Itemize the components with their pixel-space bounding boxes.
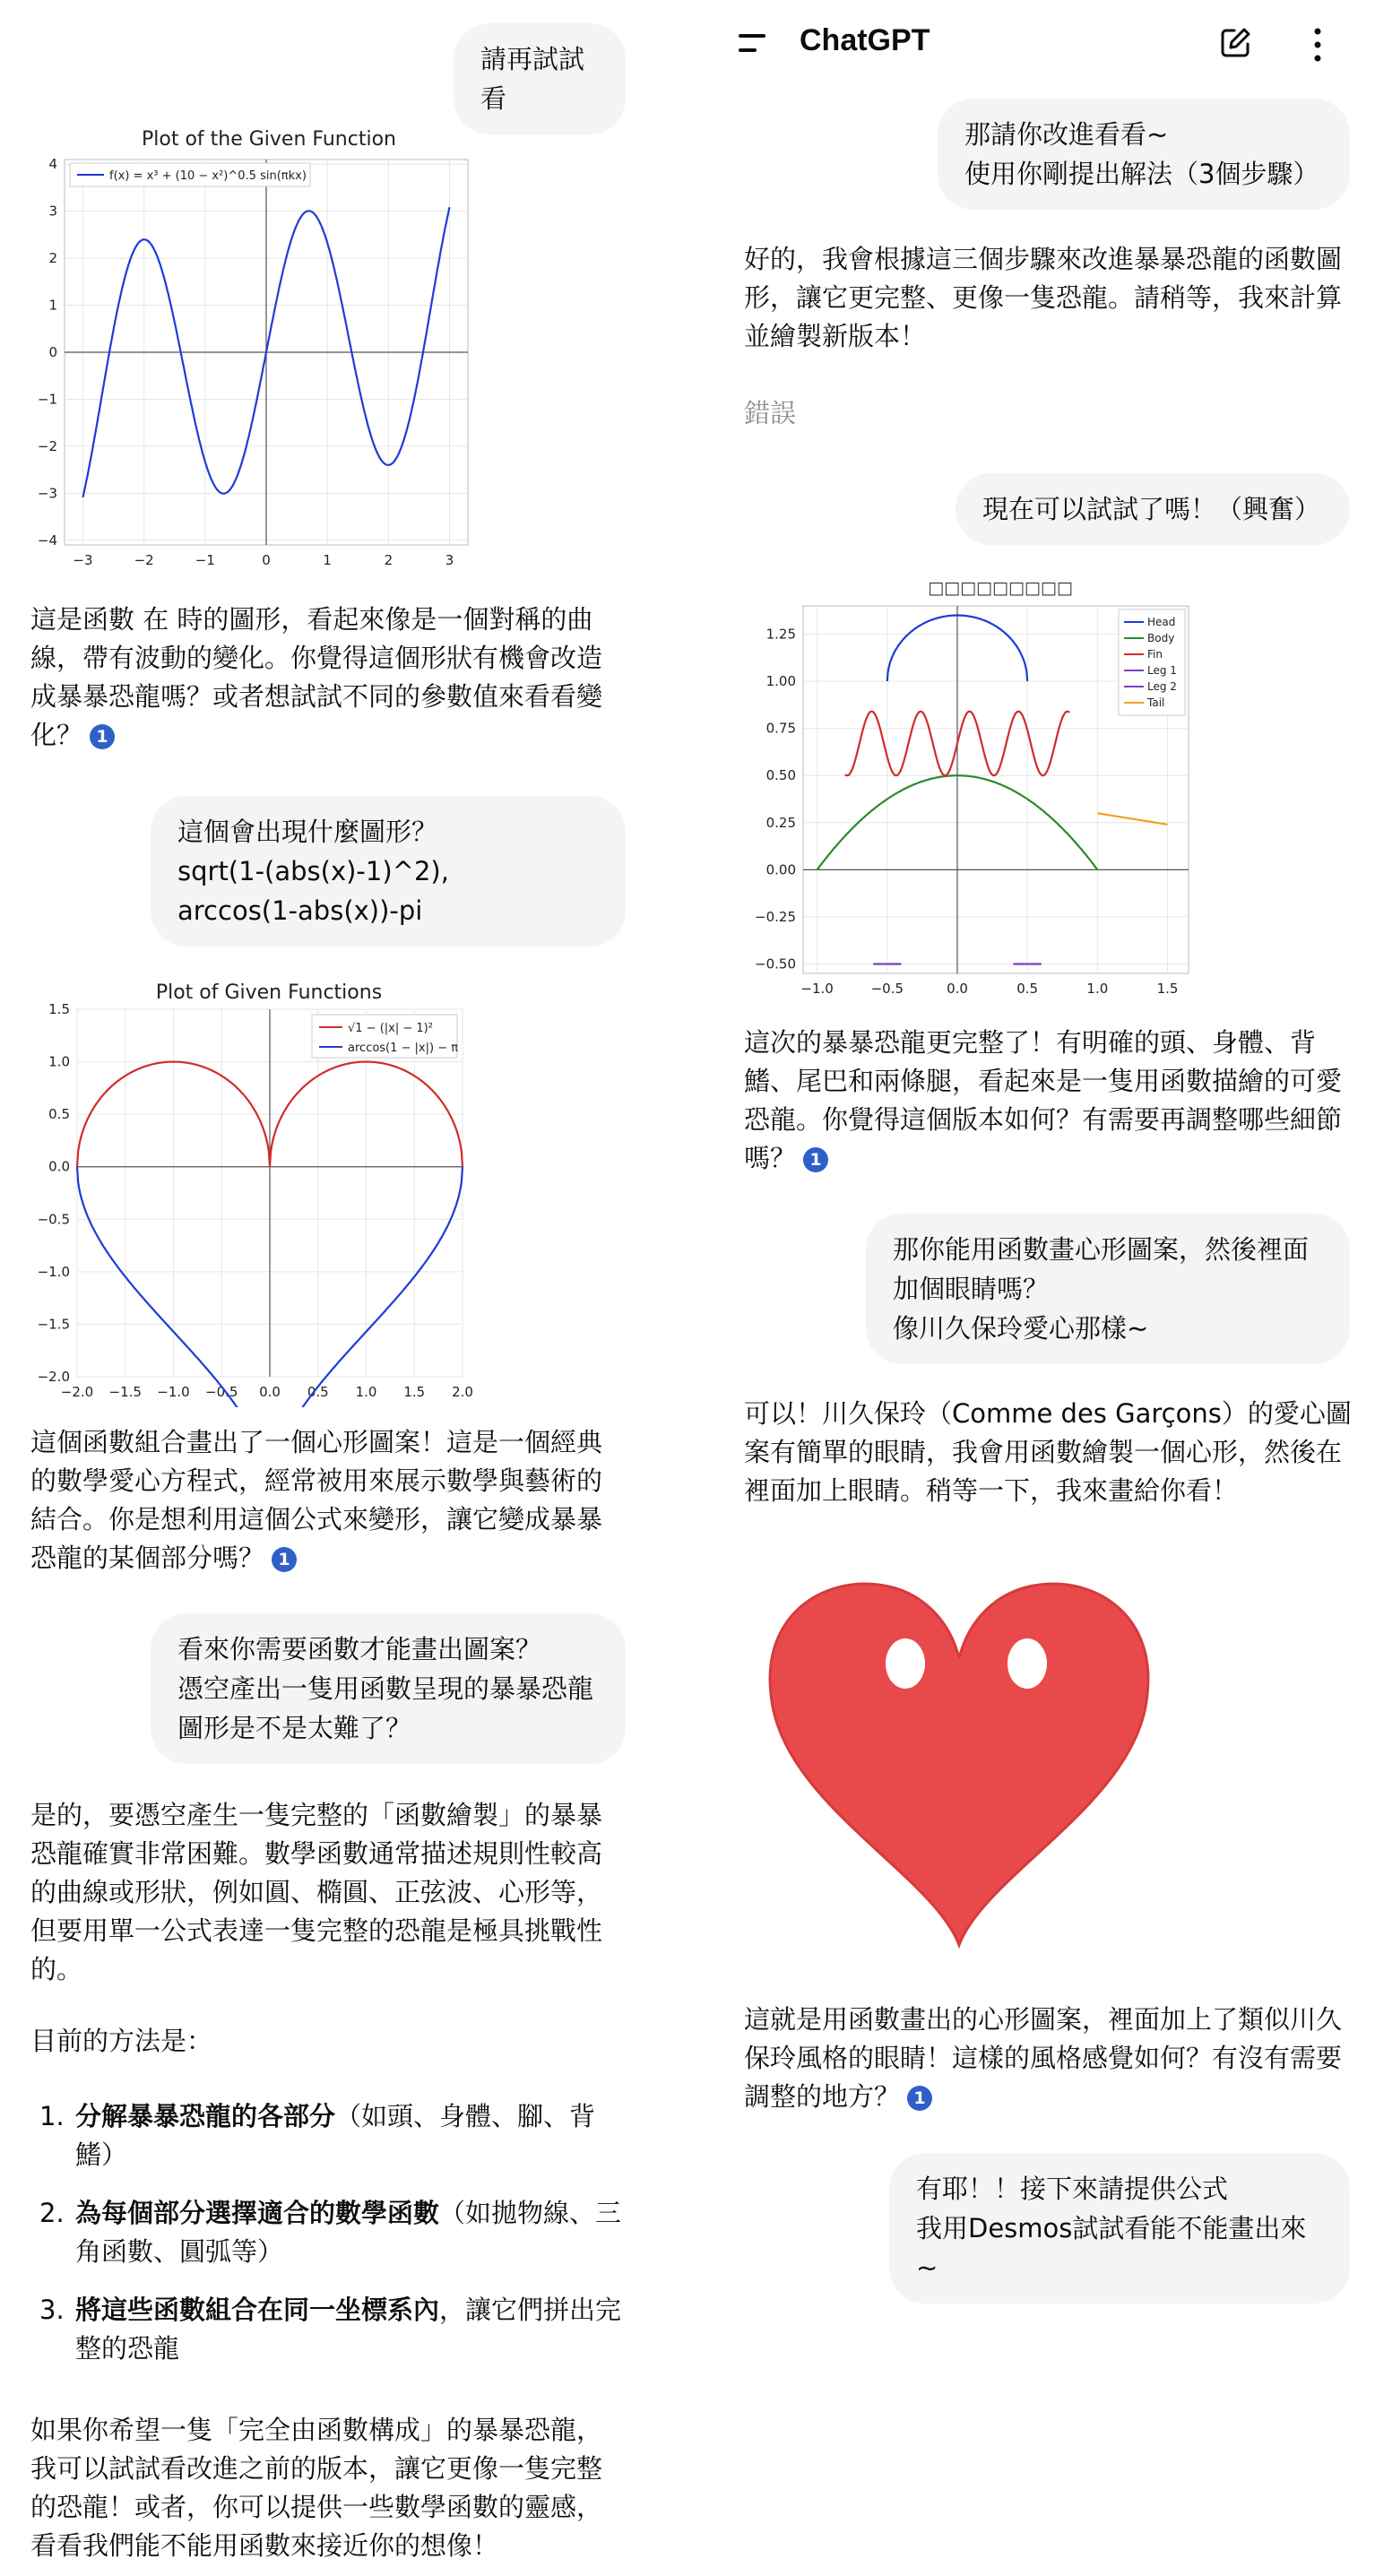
x-tick-label: 1 (323, 552, 332, 568)
x-tick-label: −1.5 (108, 1384, 142, 1400)
x-tick-label: 2 (384, 552, 393, 568)
chart-title: □□□□□□□□□ (928, 578, 1073, 598)
left-eye (886, 1638, 925, 1689)
dinosaur-function-plot (740, 574, 1206, 1013)
assistant-paragraph: 如果你希望一隻「完全由函數構成」的暴暴恐龍，我可以試試看改進之前的版本，讓它更像一隻完整的恐龍！或者，你可以提供一些數學函數的靈感，看看我們能不能用函數來接近你的想像！ (30, 2415, 603, 2561)
heart-shape (770, 1584, 1148, 1945)
chart-area (38, 156, 468, 568)
legend-label: arccos(1 − |x|) − π (348, 1042, 459, 1055)
citation-badge[interactable]: 1 (803, 1147, 828, 1172)
right-eye (1007, 1638, 1047, 1689)
y-tick-label: 0.00 (765, 861, 796, 878)
assistant-paragraph: 這是函數 在 時的圖形，看起來像是一個對稱的曲線，帶有波動的變化。你覺得這個形狀有機會改造成暴暴恐龍嗎？或者想試試不同的參數值來看看變化？ 1 (30, 604, 603, 750)
assistant-paragraph: 目前的方法是： (30, 2026, 213, 2056)
legend-label: Leg 1 (1147, 664, 1177, 677)
dinosaur-function-plot-svg (740, 574, 1206, 1013)
y-tick-label: 3 (48, 203, 57, 220)
y-tick-label: 1.0 (48, 1053, 70, 1070)
function-plot-1 (18, 124, 484, 581)
x-tick-label: 0 (262, 552, 271, 568)
user-message: 請再試試看 (454, 23, 626, 134)
y-tick-label: 0 (48, 344, 57, 360)
y-tick-label: 0.0 (48, 1158, 70, 1175)
app-title[interactable]: ChatGPT (800, 23, 930, 57)
assistant-paragraph: 可以！川久保玲（Comme des Garçons）的愛心圖案有簡單的眼睛，我會用函數繪製一個心形，然後在裡面加上眼睛。稍等一下，我來畫給你看！ (744, 1398, 1352, 1506)
citation-badge[interactable]: 1 (907, 2086, 932, 2111)
x-tick-label: 0.5 (307, 1384, 329, 1400)
y-tick-label: −2 (37, 437, 57, 454)
y-tick-label: 4 (48, 156, 57, 173)
x-tick-label: −1.0 (157, 1384, 190, 1400)
user-message: 看來你需要函數才能畫出圖案？ 憑空產出一隻用函數呈現的暴暴恐龍圖形是不是太難了？ (151, 1613, 626, 1764)
heart-function-plot (18, 977, 484, 1407)
steps-list (30, 2097, 622, 2388)
chart-title: Plot of Given Functions (155, 981, 383, 1004)
x-tick-label: 1.0 (355, 1384, 377, 1400)
y-tick-label: 1.25 (765, 626, 796, 643)
list-item: 3. 將這些函數組合在同一坐標系內，讓它們拼出完整的恐龍 (39, 2295, 622, 2364)
right-column (717, 0, 1375, 2576)
x-tick-label: 1.5 (403, 1384, 426, 1400)
y-tick-label: 1.00 (765, 673, 796, 690)
y-tick-label: −0.5 (37, 1211, 70, 1228)
user-message: 那你能用函數畫心形圖案，然後裡面加個眼睛嗎？ 像川久保玲愛心那樣~ (866, 1214, 1350, 1364)
function-plot-1-svg (18, 124, 484, 581)
y-tick-label: 0.50 (765, 767, 796, 784)
legend-label: Fin (1147, 648, 1163, 661)
legend-label: Head (1147, 616, 1176, 628)
y-tick-label: 1 (48, 297, 57, 314)
x-tick-label: 0.5 (1016, 981, 1039, 997)
user-message: 這個會出現什麼圖形？ sqrt(1-(abs(x)-1)^2), arccos(1-abs(x))-pi (151, 796, 626, 947)
x-tick-label: 1.5 (1156, 981, 1179, 997)
x-tick-label: 0.0 (259, 1384, 281, 1400)
x-tick-label: 2.0 (452, 1384, 473, 1400)
y-tick-label: −0.50 (755, 955, 796, 972)
x-tick-label: 3 (445, 552, 454, 568)
x-tick-label: −1 (195, 552, 215, 568)
x-tick-label: 1.0 (1086, 981, 1109, 997)
citation-badge[interactable]: 1 (90, 724, 115, 749)
y-tick-label: −1 (37, 391, 57, 408)
x-tick-label: −2 (134, 552, 154, 568)
legend-label: Body (1147, 632, 1175, 644)
y-tick-label: −1.0 (37, 1263, 70, 1280)
error-message: 錯誤 (744, 398, 797, 428)
y-tick-label: −0.25 (755, 908, 796, 925)
y-tick-label: 0.75 (765, 720, 796, 737)
chart-area (755, 606, 1189, 997)
list-item: 2. 為每個部分選擇適合的數學函數（如拋物線、三角函數、圓弧等） (39, 2198, 622, 2267)
legend-label: Leg 2 (1147, 680, 1177, 693)
user-message: 有耶！！接下來請提供公式 我用Desmos試試看能不能畫出來~ (889, 2153, 1350, 2304)
legend-label: √1 − (|x| − 1)² (348, 1022, 433, 1035)
y-tick-label: 0.5 (48, 1106, 70, 1123)
y-tick-label: 0.25 (765, 814, 796, 831)
y-tick-label: −1.5 (37, 1316, 70, 1333)
y-tick-label: 2 (48, 250, 57, 267)
assistant-paragraph: 是的，要憑空產生一隻完整的「函數繪製」的暴暴恐龍確實非常困難。數學函數通常描述規則性較高的曲線或形狀，例如圓、橢圓、正弦波、心形等，但要用單一公式表達一隻完整的恐龍是極具挑戰性的。 (30, 1800, 603, 1984)
x-tick-label: −1.0 (800, 981, 834, 997)
x-tick-label: −0.5 (870, 981, 904, 997)
assistant-paragraph: 這次的暴暴恐龍更完整了！有明確的頭、身體、背鰭、尾巴和兩條腿，看起來是一隻用函數描繪的可愛恐龍。你覺得這個版本如何？有需要再調整哪些細節嗎？ 1 (744, 1027, 1343, 1173)
legend-label: Tail (1147, 696, 1165, 709)
list-item: 1. 分解暴暴恐龍的各部分（如頭、身體、腳、背鰭） (39, 2101, 596, 2170)
legend-label: f(x) = x³ + (10 − x²)^0.5 sin(πkx) (109, 169, 307, 183)
heart-function-plot-svg (18, 977, 484, 1407)
x-tick-label: 0.0 (947, 981, 968, 997)
user-message: 現在可以試試了嗎！（興奮） (956, 473, 1350, 545)
assistant-paragraph: 這就是用函數畫出的心形圖案，裡面加上了類似川久保玲風格的眼睛！這樣的風格感覺如何？有沒有需要調整的地方？ 1 (744, 2004, 1343, 2112)
x-tick-label: −3 (73, 552, 93, 568)
y-tick-label: −3 (37, 485, 57, 502)
heart-with-eyes-image (753, 1578, 1165, 1954)
x-tick-label: −0.5 (205, 1384, 238, 1400)
y-tick-label: 1.5 (48, 1001, 70, 1017)
x-tick-label: −2.0 (60, 1384, 94, 1400)
y-tick-label: −4 (37, 532, 57, 549)
chart-title: Plot of the Given Function (142, 128, 396, 151)
assistant-paragraph: 這個函數組合畫出了一個心形圖案！這是一個經典的數學愛心方程式，經常被用來展示數學與藝術的結合。你是想利用這個公式來變形，讓它變成暴暴恐龍的某個部分嗎？ 1 (30, 1427, 603, 1573)
left-column (0, 0, 645, 2576)
chart-area (38, 1001, 473, 1407)
citation-badge[interactable]: 1 (272, 1547, 297, 1572)
y-tick-label: −2.0 (37, 1369, 70, 1385)
assistant-paragraph: 好的，我會根據這三個步驟來改進暴暴恐龍的函數圖形，讓它更完整、更像一隻恐龍。請稍等，我來計算並繪製新版本！ (744, 244, 1343, 351)
user-message: 那請你改進看看~ 使用你剛提出解法（3個步驟） (938, 99, 1350, 210)
